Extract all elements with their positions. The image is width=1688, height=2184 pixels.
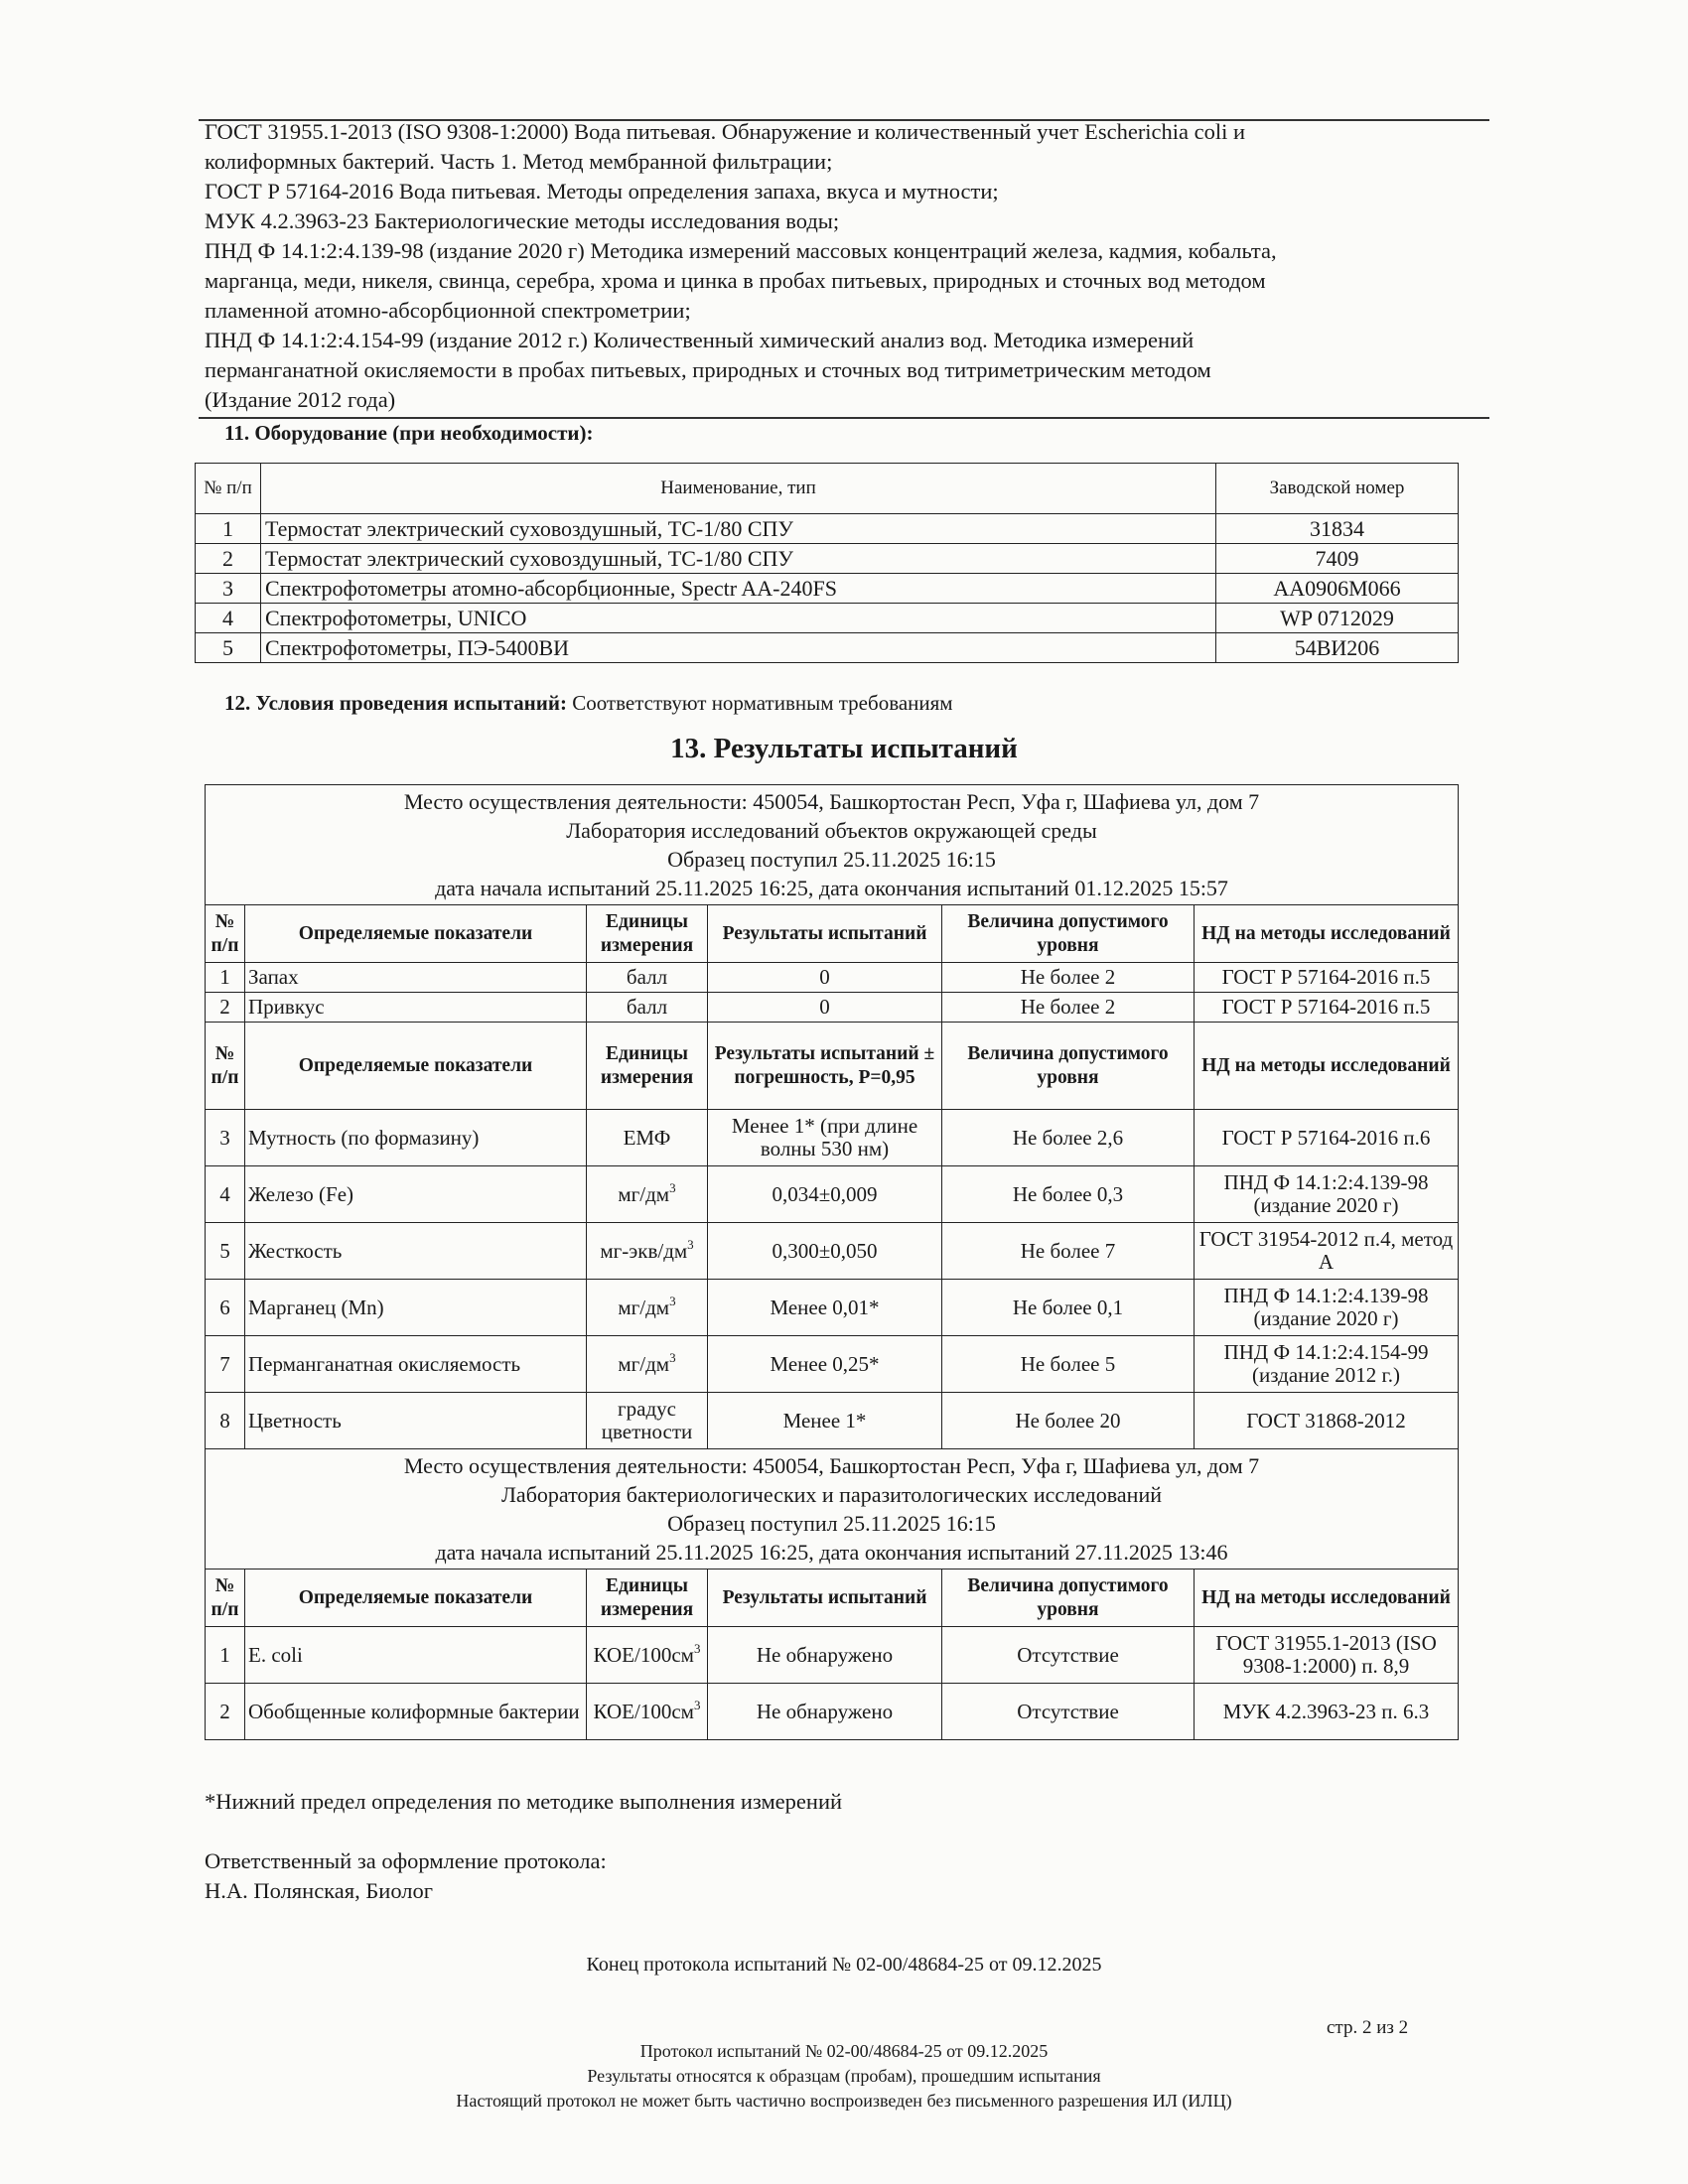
cell-param: Обобщенные колиформные бактерии xyxy=(245,1684,587,1740)
cell-param: Запах xyxy=(245,963,587,993)
lab-address: Место осуществления деятельности: 450054, Башкортостан Респ, Уфа г, Шафиева ул, дом 7 xyxy=(403,789,1260,814)
cell-num: 2 xyxy=(196,544,261,574)
cell-limit: Не более 5 xyxy=(942,1336,1195,1393)
cell-result: 0 xyxy=(708,963,942,993)
equipment-title: 11. Оборудование (при необходимости): xyxy=(224,421,594,445)
sample-received: Образец поступил 25.11.2025 16:15 xyxy=(667,847,996,872)
cell-name: Спектрофотометры атомно-абсорбционные, Spectr AA-240FS xyxy=(261,574,1216,604)
cell-num: 2 xyxy=(206,1684,245,1740)
methods-line: перманганатной окисляемости в пробах питьевых, природных и сточных вод титриметрическим методом xyxy=(205,357,1211,382)
unit-sup: 3 xyxy=(669,1179,676,1195)
cell-method: ГОСТ 31955.1-2013 (ISO 9308-1:2000) п. 8,9 xyxy=(1195,1627,1459,1684)
cell-name: Термостат электрический суховоздушный, ТС-1/80 СПУ xyxy=(261,544,1216,574)
cell-unit: градус цветности xyxy=(587,1393,708,1449)
test-dates: дата начала испытаний 25.11.2025 16:25, дата окончания испытаний 01.12.2025 15:57 xyxy=(435,876,1228,900)
unit-text: мг-экв/дм xyxy=(600,1238,688,1263)
cell-num: 1 xyxy=(196,514,261,544)
cell-name: Термостат электрический суховоздушный, ТС-1/80 СПУ xyxy=(261,514,1216,544)
cell-unit: балл xyxy=(587,993,708,1023)
methods-line: ГОСТ 31955.1-2013 (ISO 9308-1:2000) Вода питьевая. Обнаружение и количественный учет Escherichia coli и xyxy=(205,119,1246,144)
header-serial: Заводской номер xyxy=(1216,464,1459,514)
cell-num: 3 xyxy=(196,574,261,604)
footnote: *Нижний предел определения по методике выполнения измерений xyxy=(205,1789,843,1814)
cell-param: E. coli xyxy=(245,1627,587,1684)
cell-method: ГОСТ Р 57164-2016 п.5 xyxy=(1195,963,1459,993)
table-row xyxy=(206,963,1459,993)
table-row xyxy=(206,1223,1459,1280)
cell-limit: Отсутствие xyxy=(942,1684,1195,1740)
header-param: Определяемые показатели xyxy=(245,1570,587,1627)
table-row xyxy=(206,1166,1459,1223)
table-row xyxy=(196,604,1459,633)
cell-result: 0 xyxy=(708,993,942,1023)
cell-limit: Не более 2,6 xyxy=(942,1110,1195,1166)
lab-info xyxy=(206,785,1459,905)
header-num: № п/п xyxy=(196,464,261,514)
cell-serial: 54ВИ206 xyxy=(1216,633,1459,663)
methods-line: ГОСТ Р 57164-2016 Вода питьевая. Методы определения запаха, вкуса и мутности; xyxy=(205,179,999,204)
lab-info xyxy=(206,1449,1459,1570)
cell-result: Менее 1* (при длине волны 530 нм) xyxy=(708,1110,942,1166)
header-limit: Величина допустимого уровня xyxy=(942,1023,1195,1110)
conditions-value: Соответствуют нормативным требованиям xyxy=(572,691,953,715)
cell-param: Перманганатная окисляемость xyxy=(245,1336,587,1393)
footer-scope: Результаты относятся к образцам (пробам), прошедшим испытания xyxy=(587,2066,1101,2086)
cell-num: 5 xyxy=(196,633,261,663)
header-param: Определяемые показатели xyxy=(245,1023,587,1110)
header-method: НД на методы исследований xyxy=(1195,1570,1459,1627)
methods-line: колиформных бактерий. Часть 1. Метод мембранной фильтрации; xyxy=(205,149,833,174)
cell-param: Железо (Fe) xyxy=(245,1166,587,1223)
sample-received: Образец поступил 25.11.2025 16:15 xyxy=(667,1511,996,1536)
table-header-row xyxy=(206,1570,1459,1627)
unit-text: КОЕ/100см xyxy=(593,1699,694,1723)
cell-limit: Отсутствие xyxy=(942,1627,1195,1684)
table-row xyxy=(196,514,1459,544)
header-unit: Единицы измерения xyxy=(587,905,708,963)
cell-result: 0,034±0,009 xyxy=(708,1166,942,1223)
cell-unit xyxy=(587,1280,708,1336)
unit-sup: 3 xyxy=(693,1697,701,1712)
cell-num: 8 xyxy=(206,1393,245,1449)
header-method: НД на методы исследований xyxy=(1195,1023,1459,1110)
methods-list xyxy=(205,117,1485,415)
cell-num: 4 xyxy=(196,604,261,633)
header-limit: Величина допустимого уровня xyxy=(942,905,1195,963)
unit-text: мг/дм xyxy=(618,1351,670,1376)
cell-unit: балл xyxy=(587,963,708,993)
cell-name: Спектрофотометры, ПЭ-5400ВИ xyxy=(261,633,1216,663)
header-unit: Единицы измерения xyxy=(587,1570,708,1627)
cell-method: ГОСТ Р 57164-2016 п.6 xyxy=(1195,1110,1459,1166)
table-header-row xyxy=(206,905,1459,963)
header-method: НД на методы исследований xyxy=(1195,905,1459,963)
header-unit: Единицы измерения xyxy=(587,1023,708,1110)
cell-num: 4 xyxy=(206,1166,245,1223)
methods-line: ПНД Ф 14.1:2:4.154-99 (издание 2012 г.) Количественный химический анализ вод. Методика измерений xyxy=(205,328,1195,352)
table-header-row xyxy=(206,1023,1459,1110)
unit-text: КОЕ/100см xyxy=(593,1642,694,1667)
lab-info-row xyxy=(206,785,1459,905)
table-row xyxy=(196,544,1459,574)
header-num: № п/п xyxy=(206,1023,245,1110)
cell-serial: WP 0712029 xyxy=(1216,604,1459,633)
cell-serial: 31834 xyxy=(1216,514,1459,544)
table-row xyxy=(196,633,1459,663)
header-name: Наименование, тип xyxy=(261,464,1216,514)
table-row xyxy=(206,1336,1459,1393)
cell-method: ГОСТ 31954-2012 п.4, метод А xyxy=(1195,1223,1459,1280)
lab-info-row xyxy=(206,1449,1459,1570)
cell-result: 0,300±0,050 xyxy=(708,1223,942,1280)
conditions-line xyxy=(224,691,953,716)
cell-unit xyxy=(587,1684,708,1740)
results-table xyxy=(205,784,1459,1740)
cell-param: Марганец (Mn) xyxy=(245,1280,587,1336)
methods-line: пламенной атомно-абсорбционной спектрометрии; xyxy=(205,298,691,323)
cell-method: ГОСТ 31868-2012 xyxy=(1195,1393,1459,1449)
footer-copyright: Настоящий протокол не может быть частично воспроизведен без письменного разрешения ИЛ (ИЛЦ) xyxy=(456,2091,1232,2111)
lab-name: Лаборатория исследований объектов окружающей среды xyxy=(566,818,1097,843)
header-result: Результаты испытаний xyxy=(708,905,942,963)
unit-sup: 3 xyxy=(687,1236,694,1252)
cell-serial: 7409 xyxy=(1216,544,1459,574)
cell-param: Мутность (по формазину) xyxy=(245,1110,587,1166)
cell-unit xyxy=(587,1223,708,1280)
cell-result: Менее 0,01* xyxy=(708,1280,942,1336)
cell-serial: AA0906M066 xyxy=(1216,574,1459,604)
unit-text: мг/дм xyxy=(618,1181,670,1206)
cell-name: Спектрофотометры, UNICO xyxy=(261,604,1216,633)
cell-num: 2 xyxy=(206,993,245,1023)
lab-address: Место осуществления деятельности: 450054, Башкортостан Респ, Уфа г, Шафиева ул, дом 7 xyxy=(403,1453,1260,1478)
results-title: 13. Результаты испытаний xyxy=(670,733,1018,764)
equipment-table xyxy=(195,463,1459,663)
table-row xyxy=(206,1393,1459,1449)
table-row xyxy=(206,993,1459,1023)
cell-unit xyxy=(587,1627,708,1684)
table-row xyxy=(206,1627,1459,1684)
methods-line: ПНД Ф 14.1:2:4.139-98 (издание 2020 г) Методика измерений массовых концентраций железа, кадмия, кобальта, xyxy=(205,238,1277,263)
methods-line: (Издание 2012 года) xyxy=(205,387,396,412)
table-header-row xyxy=(196,464,1459,514)
cell-method: ПНД Ф 14.1:2:4.139-98 (издание 2020 г) xyxy=(1195,1166,1459,1223)
header-param: Определяемые показатели xyxy=(245,905,587,963)
unit-text: мг/дм xyxy=(618,1295,670,1319)
cell-result: Менее 1* xyxy=(708,1393,942,1449)
responsible-label: Ответственный за оформление протокола: xyxy=(205,1848,607,1873)
cell-num: 3 xyxy=(206,1110,245,1166)
cell-unit xyxy=(587,1336,708,1393)
cell-limit: Не более 0,1 xyxy=(942,1280,1195,1336)
table-row xyxy=(196,574,1459,604)
cell-num: 6 xyxy=(206,1280,245,1336)
footer-protocol: Протокол испытаний № 02-00/48684-25 от 09.12.2025 xyxy=(639,2041,1049,2061)
cell-param: Привкус xyxy=(245,993,587,1023)
header-limit: Величина допустимого уровня xyxy=(942,1570,1195,1627)
table-row xyxy=(206,1110,1459,1166)
cell-limit: Не более 2 xyxy=(942,993,1195,1023)
cell-result: Не обнаружено xyxy=(708,1627,942,1684)
cell-method: ПНД Ф 14.1:2:4.154-99 (издание 2012 г.) xyxy=(1195,1336,1459,1393)
methods-divider xyxy=(199,417,1489,419)
cell-num: 5 xyxy=(206,1223,245,1280)
cell-param: Цветность xyxy=(245,1393,587,1449)
cell-num: 7 xyxy=(206,1336,245,1393)
cell-result: Менее 0,25* xyxy=(708,1336,942,1393)
cell-limit: Не более 2 xyxy=(942,963,1195,993)
test-dates: дата начала испытаний 25.11.2025 16:25, дата окончания испытаний 27.11.2025 13:46 xyxy=(435,1540,1228,1565)
cell-limit: Не более 7 xyxy=(942,1223,1195,1280)
cell-method: ПНД Ф 14.1:2:4.139-98 (издание 2020 г) xyxy=(1195,1280,1459,1336)
unit-sup: 3 xyxy=(693,1640,701,1656)
table-row xyxy=(206,1280,1459,1336)
cell-method: ГОСТ Р 57164-2016 п.5 xyxy=(1195,993,1459,1023)
table-row xyxy=(206,1684,1459,1740)
cell-param: Жесткость xyxy=(245,1223,587,1280)
page-number: стр. 2 из 2 xyxy=(1327,2017,1409,2038)
header-num: № п/п xyxy=(206,905,245,963)
cell-num: 1 xyxy=(206,1627,245,1684)
header-result: Результаты испытаний ± погрешность, P=0,95 xyxy=(708,1023,942,1110)
cell-limit: Не более 20 xyxy=(942,1393,1195,1449)
header-num: № п/п xyxy=(206,1570,245,1627)
unit-sup: 3 xyxy=(669,1349,676,1365)
footer xyxy=(0,2039,1688,2114)
cell-result: Не обнаружено xyxy=(708,1684,942,1740)
unit-sup: 3 xyxy=(669,1293,676,1308)
conditions-label: 12. Условия проведения испытаний: xyxy=(224,691,567,715)
cell-unit: ЕМФ xyxy=(587,1110,708,1166)
header-result: Результаты испытаний xyxy=(708,1570,942,1627)
methods-line: МУК 4.2.3963-23 Бактериологические методы исследования воды; xyxy=(205,208,840,233)
cell-limit: Не более 0,3 xyxy=(942,1166,1195,1223)
cell-unit xyxy=(587,1166,708,1223)
end-of-protocol: Конец протокола испытаний № 02-00/48684-25 от 09.12.2025 xyxy=(586,1954,1102,1976)
lab-name: Лаборатория бактериологических и паразитологических исследований xyxy=(501,1482,1162,1507)
cell-num: 1 xyxy=(206,963,245,993)
responsible-name: Н.А. Полянская, Биолог xyxy=(205,1878,433,1903)
methods-line: марганца, меди, никеля, свинца, серебра, хрома и цинка в пробах питьевых, природных и сточных вод методом xyxy=(205,268,1266,293)
cell-method: МУК 4.2.3963-23 п. 6.3 xyxy=(1195,1684,1459,1740)
